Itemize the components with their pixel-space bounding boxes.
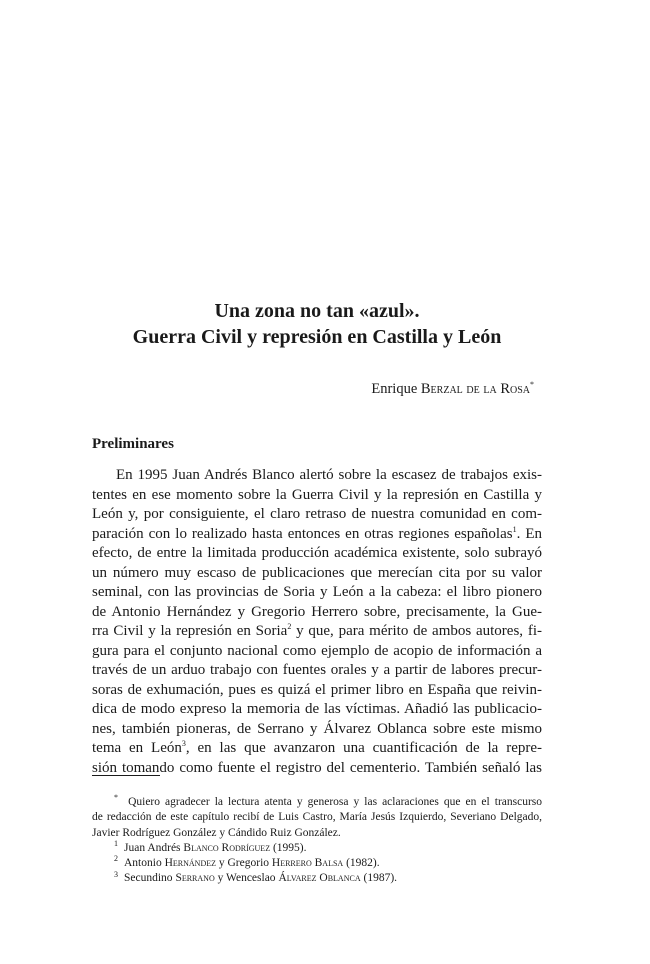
text-line: seminal, con las provincias de Soria y León a la cabeza: el libro pionero [92, 584, 542, 600]
footnote-ref-1[interactable]: 1 [512, 524, 517, 534]
footnote-text: Antonio [124, 857, 165, 870]
chapter-title [92, 298, 542, 350]
author-byline [371, 381, 534, 398]
text-line: un número muy escaso de publicaciones que merecían cita por su valor [92, 564, 542, 581]
body-paragraph [92, 466, 542, 778]
footnote-text: Juan Andrés [124, 841, 184, 854]
footnote-2 [92, 856, 542, 871]
text-span: , en las que avanzaron una cuantificación de la repre- [185, 740, 543, 756]
text-line: En 1995 Juan Andrés Blanco alertó sobre la escasez de trabajos exis- [116, 467, 542, 483]
text-line: León y, por consiguiente, el claro retraso de nuestra comunidad en com- [92, 506, 542, 522]
footnote-author: Blanco Rodríguez [183, 841, 271, 854]
text-line [92, 525, 542, 545]
footnote-star-line [92, 795, 542, 810]
footnote-3 [92, 871, 542, 886]
footnote-text: y Wenceslao [214, 872, 279, 885]
text-line: soras de exhumación, pues es quizá el primer libro en España que reivin- [92, 681, 542, 698]
footnote-author: Álvarez Oblanca [278, 872, 361, 885]
footnote-ref-2[interactable]: 2 [287, 622, 292, 631]
text-span: paración con lo realizado hasta entonces en otras regiones españolas [92, 525, 513, 542]
author-footnote-mark[interactable]: * [530, 380, 534, 390]
text-span: tema en León [92, 740, 182, 756]
text-line [92, 622, 542, 642]
text-span: rra Civil y la represión en Soria [92, 623, 288, 639]
footnote-author: Serrano [175, 872, 215, 885]
page [92, 0, 542, 964]
section-heading: Preliminares [92, 436, 174, 452]
text-span: . En [516, 525, 542, 542]
text-line: efecto, de entre la limitada producción académica existente, solo subrayó [92, 545, 542, 561]
text-line: través de un arduo trabajo con fuentes orales y a partir de labores precur- [92, 662, 542, 678]
footnote-text: (1982). [343, 857, 380, 870]
footnote-star-mark: * [114, 793, 118, 803]
footnote-author: Herrero Balsa [271, 857, 344, 870]
title-line-2: Guerra Civil y represión en Castilla y León [132, 326, 502, 348]
footnote-text: (1987). [360, 872, 398, 885]
text-line: de Antonio Hernández y Gregorio Herrero sobre, precisamente, la Gue- [92, 603, 542, 620]
footnote-number: 3 [114, 869, 118, 879]
footnote-number: 2 [114, 854, 118, 864]
footnote-divider [92, 775, 160, 776]
footnote-text: (1995). [270, 841, 307, 854]
text-line: sión tomando como fuente el registro del cementerio. También señaló las [92, 759, 542, 776]
footnote-text: y Gregorio [216, 857, 272, 870]
text-span: y que, para mérito de ambos autores, fi- [291, 623, 542, 639]
text-line: dica de modo expreso la memoria de las víctimas. Añadió las publicacio- [92, 701, 542, 717]
footnote-text: Quiero agradecer la lectura atenta y generosa y las aclaraciones que en el transcurso [128, 796, 543, 808]
text-line [92, 739, 542, 759]
footnote-1 [92, 841, 542, 856]
author-surname: Berzal de la Rosa [420, 381, 530, 397]
text-line: tentes en ese momento sobre la Guerra Civil y la represión en Castilla y [92, 486, 542, 503]
text-line: gura para el conjunto nacional como ejemplo de acopio de información a [92, 642, 542, 659]
title-line-1: Una zona no tan «azul». [214, 300, 420, 322]
footnote-number: 1 [114, 839, 118, 849]
footnote-star-line: de redacción de este capítulo recibí de Luis Castro, María Jesús Izquierdo, Severiano Delgado, [92, 811, 542, 824]
text-line: nes, también pioneras, de Serrano y Álvarez Oblanca sobre este mismo [92, 720, 542, 737]
footnote-text: Secundino [124, 872, 176, 885]
footnote-author: Hernández [164, 857, 216, 870]
footnote-star-line: Javier Rodríguez González y Cándido Ruiz González. [92, 826, 341, 839]
author-first-name: Enrique [371, 381, 421, 397]
footnotes [92, 795, 542, 887]
footnote-ref-3[interactable]: 3 [181, 739, 186, 748]
